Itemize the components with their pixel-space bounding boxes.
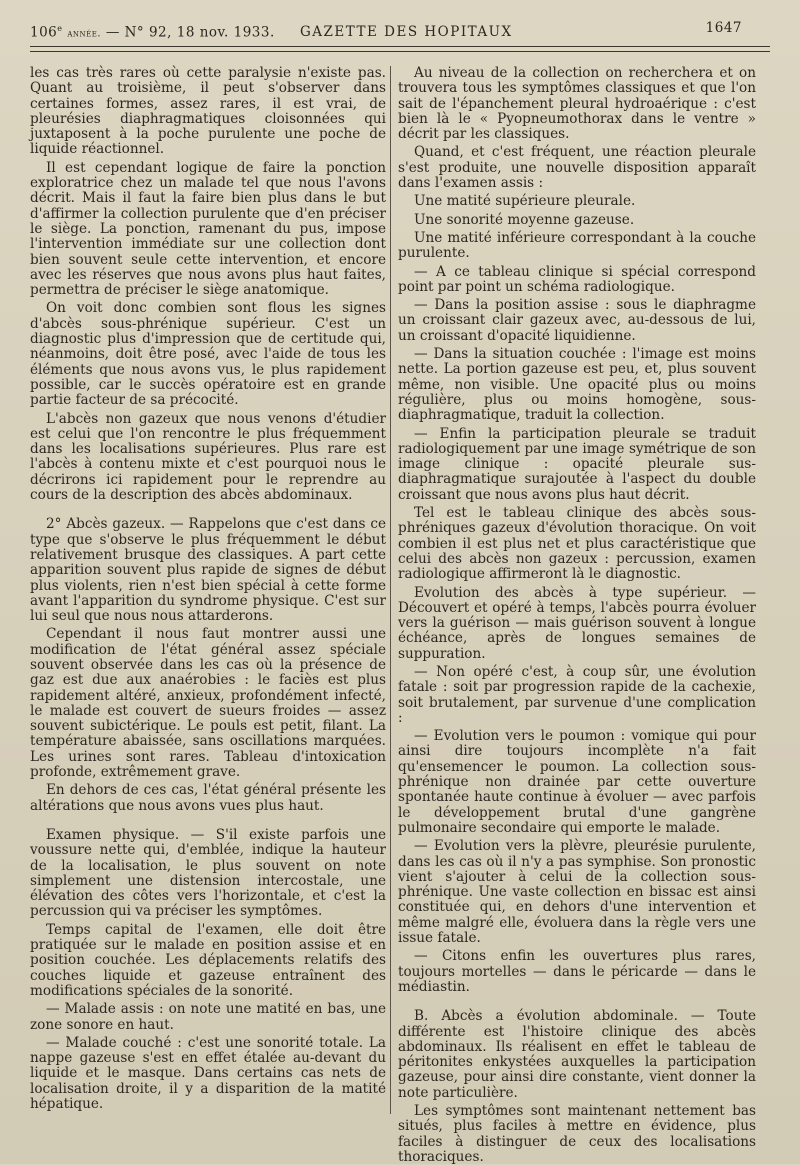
paragraph: On voit donc combien sont flous les signes d'abcès sous-phrénique supérieur. C'est un diagnostic plus d'impression que de certitude qui, néanmoins, doit être posé, avec l'aide de tous les éléments que nous avons vus, le plus rapidement possible, car le succès opératoire est en grande partie facteur de sa précocité. xyxy=(30,300,386,409)
paragraph: — Citons enfin les ouvertures plus rares, toujours mortelles — dans le péricarde — dans le médiastin. xyxy=(398,948,756,995)
paragraph: — Dans la position assise : sous le diaphragme un croissant clair gazeux avec, au-dessous de lui, un croissant d'opacité liquidienne. xyxy=(398,297,756,344)
paragraph: — Enfin la participation pleurale se traduit radiologiquement par une image symétrique de son image clinique : opacité pleurale sus-diaphragmatique surajoutée à l'aspect du double croissant que nous avons plus haut décrit. xyxy=(398,425,756,503)
paragraph: — Malade assis : on note une matité en bas, une zone sonore en haut. xyxy=(30,1001,386,1033)
paragraph: Il est cependant logique de faire la ponction exploratrice chez un malade tel que nous l'avons décrit. Mais il faut la faire bien plus dans le but d'affirmer la collection purulente que d'en préciser le siège. La ponction, ramenant du pus, impose l'intervention immédiate sur une collection dont bien souvent seule cette intervention, et encore avec les réserves que nous avons plus haut faites, permettra de préciser le siège anatomique. xyxy=(30,159,386,299)
column-divider xyxy=(390,66,391,1114)
header-rule-thin xyxy=(30,51,770,52)
year-superscript: e xyxy=(57,24,63,33)
right-column xyxy=(398,65,756,1165)
paragraph: — Evolution vers le poumon : vomique qui pour ainsi dire toujours incomplète n'a fait qu'ensemencer le poumon. La collection sous-phrénique non drainée par cette ouverture spontanée haute continue à évoluer — avec parfois le développement brutal d'une gangrène pulmonaire secondaire qui emporte le malade. xyxy=(398,728,756,836)
issue-date: — N° 92, 18 nov. 1933. xyxy=(105,24,275,41)
header-rule-thick xyxy=(30,46,770,47)
paragraph: — Non opéré c'est, à coup sûr, une évolution fatale : soit par progression rapide de la cachexie, soit brutalement, par survenue d'une complication : xyxy=(398,663,756,726)
page-number: 1647 xyxy=(705,20,742,36)
paragraph: Examen physique. — S'il existe parfois une voussure nette qui, d'emblée, indique la hauteur de la localisation, le plus souvent on note simplement une distension intercostale, une élévation des côtes vers l'horizontale, et c'est la percussion qui va préciser les symptômes. xyxy=(30,826,386,920)
year-number: 106 xyxy=(30,24,58,41)
paragraph: — Evolution vers la plèvre, pleurésie purulente, dans les cas où il n'y a pas symphise. Son pronostic vient s'ajouter à celui de la collection sous-phrénique. Une vaste collection en bissac est ainsi constituée qui, en dehors d'une intervention et même malgré elle, évoluera dans la règle vers une issue fatale. xyxy=(398,838,756,947)
paragraph: Cependant il nous faut montrer aussi une modification de l'état général assez spéciale souvent observée dans les cas où la présence de gaz est due aux anaérobies : le faciès est plus rapidement altéré, anxieux, profondément infecté, le malade est couvert de sueurs froides — assez souvent subictérique. Le pouls est petit, filant. La température abaissée, sans oscillations marquées. Les urines sont rares. Tableau d'intoxication profonde, extrêmement grave. xyxy=(30,626,386,781)
paragraph: Une matité inférieure correspondant à la couche purulente. xyxy=(398,229,756,262)
paragraph: — A ce tableau clinique si spécial correspond point par point un schéma radiologique. xyxy=(398,263,756,295)
paragraph: les cas très rares où cette paralysie n'existe pas. Quant au troisième, il peut s'observer dans certaines formes, assez rares, il est vrai, de pleurésies diaphragmatiques cloisonnées qui juxtaposent à la poche purulente une poche de liquide réactionnel. xyxy=(30,65,386,158)
issue-info xyxy=(30,24,275,41)
paragraph: Tel est le tableau clinique des abcès sous-phréniques gazeux d'évolution thoracique. On voit combien il est plus net et plus caractéristique que celui des abcès non gazeux : percussion, examen radiologique affirmeront là le diagnostic. xyxy=(398,505,756,583)
paragraph: En dehors de ces cas, l'état général présente les altérations que nous avons vues plus haut. xyxy=(30,782,386,814)
paragraph: Au niveau de la collection on recherchera et on trouvera tous les symptômes classiques et que l'on sait de l'épanchement pleural hydroaérique : c'est bien là le « Pyopneumothorax dans le ventre » décrit par les classiques. xyxy=(398,65,756,143)
journal-title: GAZETTE DES HOPITAUX xyxy=(300,24,513,40)
paragraph: B. Abcès a évolution abdominale. — Toute différente est l'histoire clinique des abcès abdominaux. Ils réalisent en effet le tableau de péritonites enkystées auxquelles la participation gazeuse, pour ainsi dire constante, vient donner la note particulière. xyxy=(398,1008,756,1101)
paragraph: 2° Abcès gazeux. — Rappelons que c'est dans ce type que s'observe le plus fréquemment le début relativement brusque des classiques. A part cette apparition souvent plus rapide de signes de début plus violents, rien n'est bien spécial à cette forme avant l'apparition du syndrome physique. C'est sur lui seul que nous nous attarderons. xyxy=(30,516,386,625)
paragraph: — Malade couché : c'est une sonorité totale. La nappe gazeuse s'est en effet étalée au-devant du liquide et le masque. Dans certains cas nets de localisation droite, il y a disparition de la matité hépatique. xyxy=(30,1034,386,1112)
paragraph: — Dans la situation couchée : l'image est moins nette. La portion gazeuse est peu, et, plus souvent même, non visible. Une opacité plus ou moins régulière, plus ou moins homogène, sous-diaphragmatique, traduit la collection. xyxy=(398,346,756,424)
paragraph: Evolution des abcès à type supérieur. — Découvert et opéré à temps, l'abcès pourra évoluer vers la guérison — mais guérison souvent à longue échéance, après de longues semaines de suppuration. xyxy=(398,584,756,662)
paragraph: Temps capital de l'examen, elle doit être pratiquée sur le malade en position assise et en position couchée. Les déplacements relatifs des couches liquide et gazeuse entraînent des modifications spéciales de la sonorité. xyxy=(30,921,386,999)
left-column xyxy=(30,66,386,1140)
paragraph: Quand, et c'est fréquent, une réaction pleurale s'est produite, une nouvelle disposition apparaît dans l'examen assis : xyxy=(398,144,756,192)
year-word: année. xyxy=(67,28,102,40)
paragraph: Les symptômes sont maintenant nettement bas situés, plus faciles à mettre en évidence, plus faciles à distinguer de ceux des localisations thoraciques. xyxy=(398,1103,756,1165)
paragraph: Une sonorité moyenne gazeuse. xyxy=(414,211,635,228)
paragraph: Une matité supérieure pleurale. xyxy=(414,193,636,210)
page-header xyxy=(30,18,770,48)
paragraph: L'abcès non gazeux que nous venons d'étudier est celui que l'on rencontre le plus fréquemment dans les localisations supérieures. Plus rare est l'abcès à contenu mixte et c'est pourquoi nous le décrirons ici rapidement pour le reprendre au cours de la description des abcès abdominaux. xyxy=(30,410,386,504)
